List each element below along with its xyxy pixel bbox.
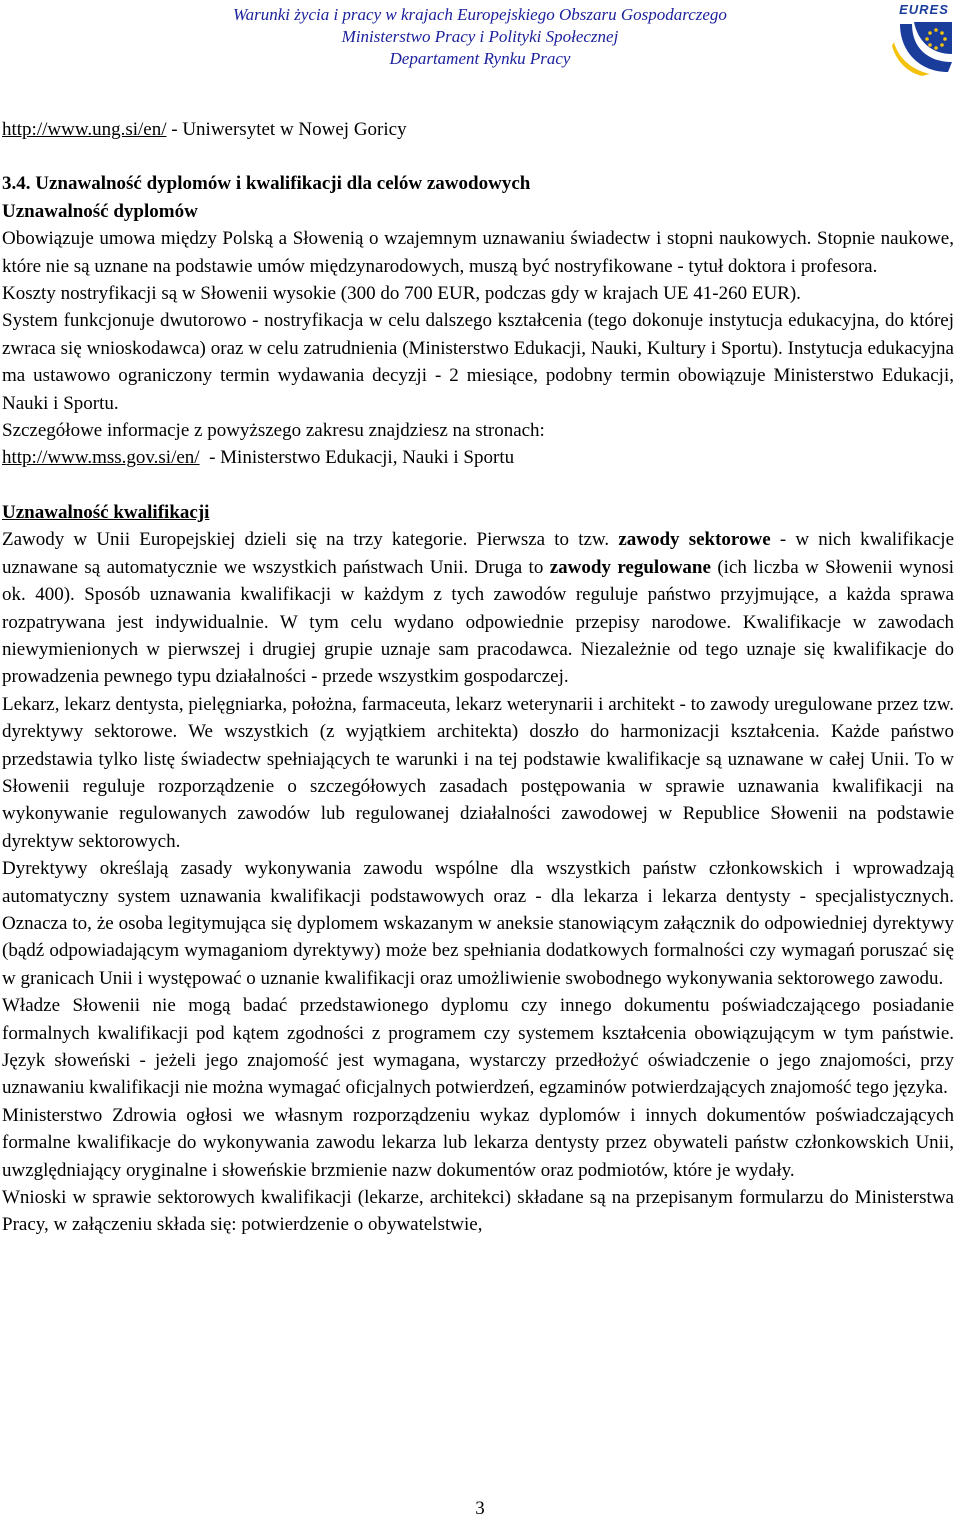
link-line-2 (2, 444, 954, 471)
paragraph-4: Szczegółowe informacje z powyższego zakresu znajdziesz na stronach: (2, 420, 545, 442)
document-body (2, 116, 954, 1239)
paragraph-2: Koszty nostryfikacji są w Słowenii wysokie (300 do 700 EUR, podczas gdy w krajach UE 41-260 EUR). (2, 283, 801, 305)
paragraph-7: Dyrektywy określają zasady wykonywania zawodu wspólne dla wszystkich państw członkowskich i wprowadzają automatyczny system uznawania kwalifikacji podstawowych oraz - dla lekarza i lekarza dentysty - specjalistycznych. Oznacza to, że osoba legitymująca się dyplomem wskazanym w aneksie stanowiącym załącznik do odpowiedniej dyrektywy (bądź odpowiadającym wymaganiom dyrektywy) może bez spełniania dodatkowych formalności czy wymagań poruszać się w granicach Unii i występować o uznanie kwalifikacji oraz umożliwienie swobodnego wykonywania sektorowego zawodu. (2, 858, 954, 989)
paragraph-1: Obowiązuje umowa między Polską a Słowenią o wzajemnym uznawaniu świadectw i stopni naukowych. Stopnie naukowe, które nie są uznane na podstawie umów międzynarodowych, muszą być nostryfikowane - tytuł doktora i profesora. (2, 228, 954, 277)
text-run: (ich liczba w Słowenii wynosi ok. 400). Sposób uznawania kwalifikacji w każdym z tych zawodów reguluje państwo przyjmujące, a każda sprawa rozpatrywana jest indywidualnie. W tym celu wydano odpowiednie przepisy narodowe. Kwalifikacje w zawodach niewymienionych w pierwszej i drugiej grupie uznaje sam pracodawca. Niezależnie od tego uznaje się kwalifikacje do prowadzenia pewnego typu działalności - przede wszystkim gospodarczej. (2, 556, 954, 688)
link-ung-desc: - Uniwersytet w Nowej Goricy (166, 119, 407, 140)
link-line-1 (2, 116, 954, 143)
eures-logo (892, 2, 956, 76)
bold-term-regulated: zawody regulowane (549, 556, 711, 578)
link-ung[interactable]: http://www.ung.si/en/ (2, 119, 167, 140)
eures-logo-text: EURES (899, 2, 949, 17)
subheading-qualifications: Uznawalność kwalifikacji (2, 501, 210, 523)
subheading-diplomas: Uznawalność dyplomów (2, 200, 198, 222)
header-line-1: Warunki życia i pracy w krajach Europejskiego Obszaru Gospodarczego (233, 5, 727, 24)
header-line-2: Ministerstwo Pracy i Polityki Społecznej (341, 27, 619, 46)
section-heading: 3.4. Uznawalność dyplomów i kwalifikacji dla celów zawodowych (2, 173, 531, 195)
text-run: - w nich kwalifikacje uznawane są automatycznie we wszystkich państwach Unii. Druga to (2, 529, 955, 578)
paragraph-8: Władze Słowenii nie mogą badać przedstawionego dyplomu czy innego dokumentu poświadczającego posiadanie formalnych kwalifikacji pod kątem zgodności z programem czy systemem kształcenia obowiązującym w tym państwie. Język słoweński - jeżeli jego znajomość jest wymagana, wystarczy przedłożyć oświadczenie o jego znajomości, przy uznawaniu kwalifikacji nie można wymagać oficjalnych potwierdzeń, egzaminów potwierdzających znajomość tego języka. (2, 995, 954, 1099)
header-text (0, 4, 960, 70)
bold-term-sectoral: zawody sektorowe (618, 529, 771, 551)
eures-emblem-icon (892, 2, 956, 76)
page-header (0, 0, 960, 80)
paragraph-6: Lekarz, lekarz dentysta, pielęgniarka, położna, farmaceuta, lekarz weterynarii i architekt - to zawody uregulowane przez tzw. dyrektywy sektorowe. We wszystkich (z wyjątkiem architekta) doszło do harmonizacji kształcenia. Każde państwo przedstawia tylko listę świadectw spełniających te warunki i na tej podstawie kwalifikacje są uznawane w całej Unii. To w Słowenii reguluje rozporządzenie o szczegółowych zasadach postępowania w sprawie uznawania kwalifikacji na wykonywanie regulowanych zawodów lub regulowanej działalności zawodowej w Republice Słowenii na podstawie dyrektyw sektorowych. (2, 693, 954, 852)
header-line-3: Departament Rynku Pracy (389, 49, 571, 68)
paragraph-5 (2, 526, 954, 690)
paragraph-9: Ministerstwo Zdrowia ogłosi we własnym rozporządzeniu wykaz dyplomów i innych dokumentów poświadczających formalne kwalifikacje do wykonywania zawodu lekarza lub lekarza dentysty przez obywateli państw członkowskich Unii, uwzględniający oryginalne i słoweńskie brzmienie nazw dokumentów oraz podmiotów, które je wydały. (2, 1104, 954, 1181)
paragraph-3: System funkcjonuje dwutorowo - nostryfikacja w celu dalszego kształcenia (tego dokonuje instytucja edukacyjna, do której zwraca się wnioskodawca) oraz w celu zatrudnienia (Ministerstwo Edukacji, Nauki, Kultury i Sportu). Instytucja edukacyjna ma ustawowo ograniczony termin wydawania decyzji - 2 miesiące, podobny termin obowiązuje Ministerstwo Edukacji, Nauki i Sportu. (2, 310, 954, 414)
spacer (2, 472, 954, 499)
text-run: Zawody w Unii Europejskiej dzieli się na trzy kategorie. Pierwsza to tzw. (2, 529, 619, 551)
spacer (2, 143, 954, 170)
link-mss[interactable]: http://www.mss.gov.si/en/ (2, 447, 200, 469)
link-mss-desc: - Ministerstwo Edukacji, Nauki i Sportu (199, 447, 515, 469)
page-number: 3 (475, 1498, 485, 1519)
paragraph-10: Wnioski w sprawie sektorowych kwalifikacji (lekarze, architekci) składane są na przepisanym formularzu do Ministerstwa Pracy, w załączeniu składa się: potwierdzenie o obywatelstwie, (2, 1187, 954, 1236)
